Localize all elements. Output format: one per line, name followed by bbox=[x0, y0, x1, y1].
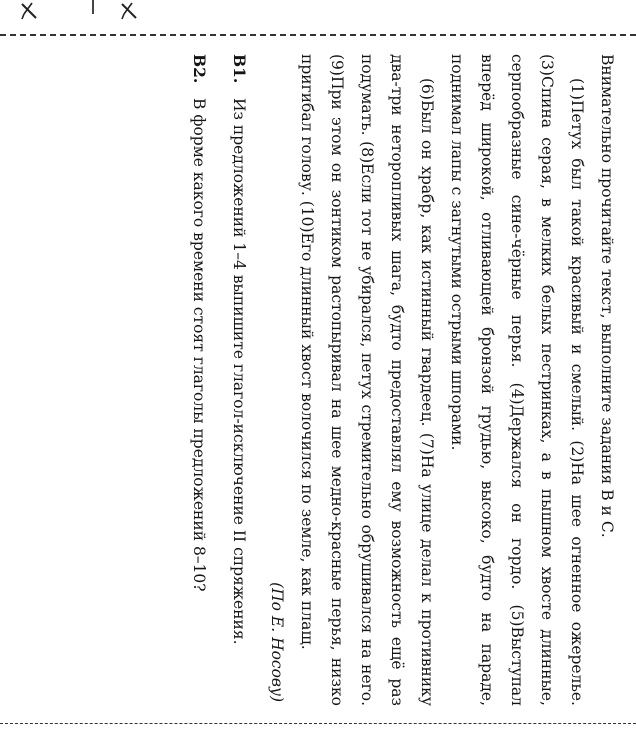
text-attribution: (По Е. Носову) bbox=[268, 582, 286, 702]
document-page bbox=[8, 38, 628, 718]
text-paragraph-2: (6)Был он храбр, как истинный гвардеец. (7)На улице делал к противнику два-три неторопливых шага, будто предоставлял ему возможность ещё раз подумать. (8)Если тот не убирался, петух стремительно обрушивался на него. (9)При этом он зонтиком растопыривал на шее медно-красные перья, низко пригибал голову. (10)Его длинный хвост волочился по земле, как плащ. bbox=[298, 54, 436, 706]
task-b1 bbox=[224, 54, 254, 706]
cut-line-bottom bbox=[0, 723, 636, 724]
pencil-cross-icon bbox=[18, 0, 40, 22]
text-paragraph-1: (1)Петух был такой красивый и смелый. (2)На шее огненное ожерелье. (3)Спина серая, в мелких белых пестринках, а в пышном хвосте длинные, серпообразные сине-чёрные перья. (4)Держался он гордо. (5)Выступал вперёд широкой, отливающей бронзой грудью, высоко, будто на параде, поднимал лапы с загнутыми острыми шпорами. bbox=[448, 54, 586, 706]
task-text: Из предложений 1–4 выпишите глагол-исключение II спряжения. bbox=[230, 98, 248, 645]
task-number: В1. bbox=[230, 54, 249, 84]
task-number: В2. bbox=[190, 54, 209, 84]
cut-line-top bbox=[0, 34, 636, 36]
margin-tick bbox=[92, 0, 94, 14]
task-b2 bbox=[184, 54, 214, 706]
instruction-text: Внимательно прочитайте текст, выполните задания В и С. bbox=[598, 54, 616, 538]
pencil-cross-icon bbox=[118, 0, 140, 22]
task-text: В форме какого времени стоят глаголы предложений 8–10? bbox=[190, 98, 208, 592]
